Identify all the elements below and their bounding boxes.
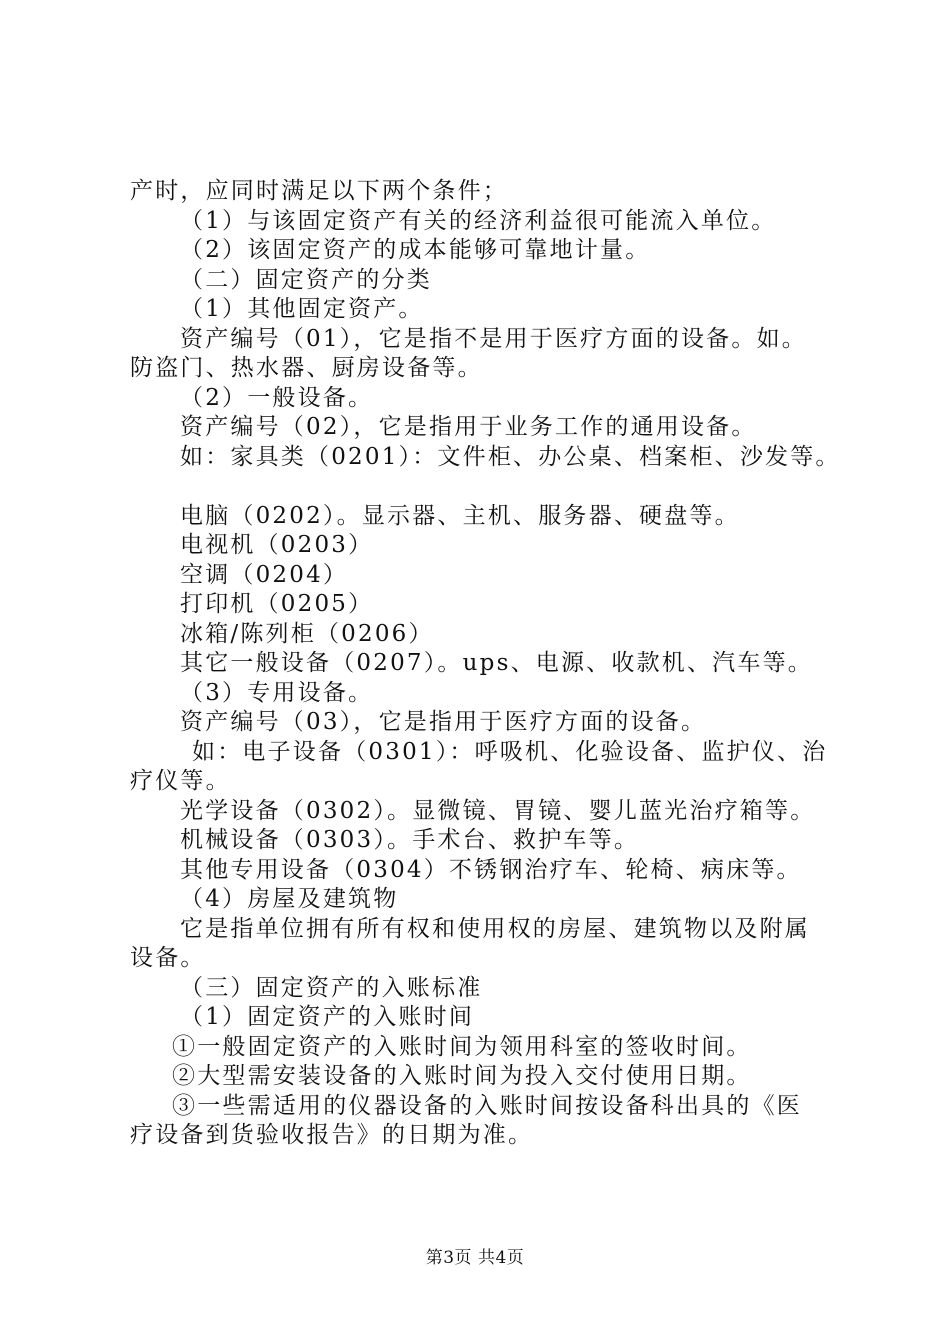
paragraph-line: 其他专用设备（0304）不锈钢治疗车、轮椅、病床等。 (180, 856, 802, 883)
subsection-heading: （1）其他固定资产。 (180, 296, 424, 322)
paragraph-line: 光学设备（0302）。显微镜、胃镜、婴儿蓝光治疗箱等。 (180, 797, 816, 824)
paragraph-line: 空调（0204） (180, 561, 349, 588)
section-heading: （三）固定资产的入账标准 (180, 974, 483, 1001)
paragraph-line: 资产编号（02），它是指用于业务工作的通用设备。 (180, 414, 757, 440)
paragraph-line: 其它一般设备（0207）。ups、电源、收款机、汽车等。 (180, 650, 813, 676)
paragraph-line: 机械设备（0303）。手术台、救护车等。 (180, 827, 640, 853)
blank-line (130, 472, 850, 502)
paragraph-line: 冰箱/陈列柜（0206） (180, 620, 434, 647)
document-body (130, 177, 850, 1151)
paragraph-line: 资产编号（03），它是指用于医疗方面的设备。 (180, 709, 707, 735)
section-heading: （二）固定资产的分类 (180, 266, 432, 293)
paragraph-line: ③一些需适用的仪器设备的入账时间按设备科出具的《医 (172, 1092, 802, 1119)
paragraph-line: 它是指单位拥有所有权和使用权的房屋、建筑物以及附属 (180, 915, 810, 942)
paragraph-line: ①一般固定资产的入账时间为领用科室的签收时间。 (172, 1033, 752, 1060)
paragraph-line: 疗设备到货验收报告》的日期为准。 (130, 1122, 534, 1148)
subsection-heading: （2）一般设备。 (180, 384, 374, 411)
paragraph-line: 疗仪等。 (130, 768, 231, 794)
paragraph-line: 电视机（0203） (180, 532, 374, 558)
page-footer: 第3页 共4页 (425, 1248, 525, 1268)
paragraph-line: 如：电子设备（0301）：呼吸机、化验设备、监护仪、治 (192, 738, 828, 765)
subsection-heading: （4）房屋及建筑物 (180, 886, 399, 912)
subsection-heading: （1）固定资产的入账时间 (180, 1004, 475, 1030)
paragraph-line: 资产编号（01），它是指不是用于医疗方面的设备。如。 (180, 325, 807, 352)
paragraph-line: 电脑（0202）。显示器、主机、服务器、硬盘等。 (180, 502, 740, 529)
paragraph-line: 打印机（0205） (180, 591, 374, 617)
paragraph-line: （1）与该固定资产有关的经济利益很可能流入单位。 (180, 207, 777, 234)
paragraph-line: ②大型需安装设备的入账时间为投入交付使用日期。 (172, 1063, 752, 1089)
paragraph-line: 防盗门、热水器、厨房设备等。 (130, 355, 483, 381)
paragraph-line: 如：家具类（0201）：文件柜、办公桌、档案柜、沙发等。 (180, 443, 841, 470)
subsection-heading: （3）专用设备。 (180, 679, 374, 706)
paragraph-line: 产时，应同时满足以下两个条件； (130, 178, 508, 204)
paragraph-line: 设备。 (130, 945, 206, 971)
paragraph-line: （2）该固定资产的成本能够可靠地计量。 (180, 237, 651, 263)
